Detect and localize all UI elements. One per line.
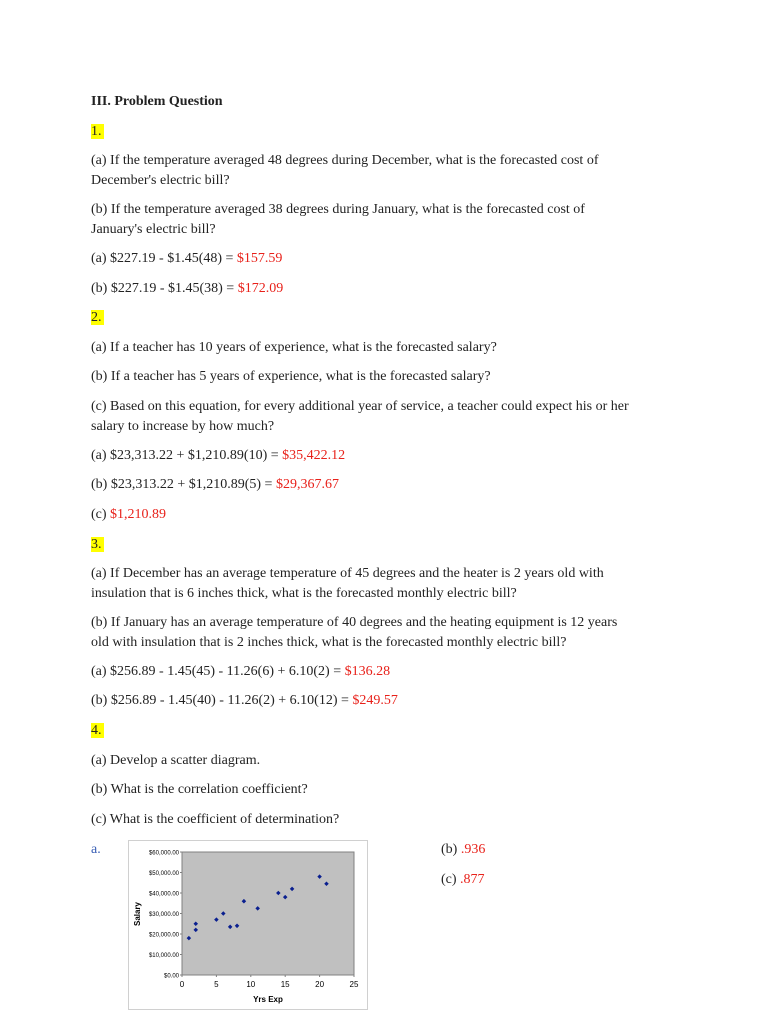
x-tick-label: 20 [315, 980, 325, 989]
q1-b-answer [91, 279, 283, 299]
section-heading: III. Problem Question [91, 94, 223, 109]
plot-area [182, 852, 354, 975]
q4-c-result: .877 [460, 872, 485, 887]
q2-a-answer [91, 446, 345, 466]
x-tick-label: 0 [179, 980, 185, 989]
y-tick-label: $50,000.00 [148, 871, 179, 877]
q4-a-label: a. [91, 842, 101, 857]
y-tick-label: $30,000.00 [148, 912, 179, 918]
q3-a-question-line2: insulation that is 6 inches thick, what is the forecasted monthly electric bill? [91, 586, 517, 601]
scatter-chart [128, 840, 368, 1010]
q1-b-equation: (b) $227.19 - $1.45(38) = [91, 281, 238, 296]
y-tick-label: $10,000.00 [148, 953, 179, 959]
q3-a-question-line1: (a) If December has an average temperature of 45 degrees and the heater is 2 years old with [91, 566, 604, 581]
question-number-2: 2. [91, 310, 102, 325]
q2-a-equation: (a) $23,313.22 + $1,210.89(10) = [91, 448, 283, 463]
q3-a-answer [91, 662, 390, 682]
q3-a-result: $136.28 [344, 664, 391, 679]
q4-c-label: (c) [441, 872, 461, 887]
q2-c-question-line1: (c) Based on this equation, for every additional year of service, a teacher could expect his or her [91, 399, 629, 414]
x-tick-label: 15 [280, 980, 290, 989]
q2-b-equation: (b) $23,313.22 + $1,210.89(5) = [91, 477, 276, 492]
x-tick-label: 10 [246, 980, 256, 989]
question-number-1: 1. [91, 124, 102, 139]
q4-b-result: .936 [460, 842, 486, 857]
y-tick-label: $60,000.00 [148, 850, 179, 857]
q3-b-result: $249.57 [352, 693, 398, 708]
q2-c-equation: (c) [91, 507, 111, 522]
q1-b-result: $172.09 [237, 281, 284, 296]
y-tick-label: $40,000.00 [148, 891, 179, 898]
question-number-4: 4. [91, 723, 102, 738]
q2-c-answer [91, 505, 166, 525]
q2-c-result: $1,210.89 [110, 507, 167, 522]
q2-b-answer [91, 475, 339, 495]
q2-b-result: $29,367.67 [275, 477, 339, 492]
q2-a-question: (a) If a teacher has 10 years of experience, what is the forecasted salary? [91, 340, 497, 355]
q1-b-question-line1: (b) If the temperature averaged 38 degrees during January, what is the forecasted cost of [91, 202, 585, 217]
q1-a-equation: (a) $227.19 - $1.45(48) = [91, 251, 237, 266]
q3-b-equation: (b) $256.89 - 1.45(40) - 11.26(2) + 6.10(12) = [91, 693, 353, 708]
y-tick-label: $20,000.00 [148, 932, 179, 939]
q2-a-result: $35,422.12 [282, 448, 346, 463]
q1-b-question-line2: January's electric bill? [91, 222, 216, 237]
scatter-chart-svg [128, 840, 368, 1010]
x-tick-label: 25 [349, 980, 359, 989]
q3-b-question-line2: old with insulation that is 2 inches thick, what is the forecasted monthly electric bill? [91, 635, 567, 650]
q1-a-question-line1: (a) If the temperature averaged 48 degrees during December, what is the forecasted cost of [91, 153, 599, 168]
q3-b-answer [91, 691, 398, 711]
q2-c-question-line2: salary to increase by how much? [91, 419, 275, 434]
q1-a-result: $157.59 [236, 251, 283, 266]
y-axis-label: Salary [133, 901, 142, 927]
q1-a-answer [91, 249, 282, 269]
question-number-3: 3. [91, 537, 102, 552]
q4-b-question: (b) What is the correlation coefficient? [91, 782, 308, 797]
q1-a-question-line2: December's electric bill? [91, 173, 230, 188]
q4-b-label: (b) [441, 842, 461, 857]
q3-a-equation: (a) $256.89 - 1.45(45) - 11.26(6) + 6.10(2) = [91, 664, 345, 679]
q4-c-answer [441, 870, 485, 890]
q4-b-answer [441, 840, 485, 860]
q2-b-question: (b) If a teacher has 5 years of experience, what is the forecasted salary? [91, 369, 491, 384]
y-tick-label: $0.00 [163, 973, 179, 980]
q4-c-question: (c) What is the coefficient of determination? [91, 812, 340, 827]
x-axis-label: Yrs Exp [253, 995, 283, 1004]
x-tick-label: 5 [214, 980, 219, 989]
q3-b-question-line1: (b) If January has an average temperature of 40 degrees and the heating equipment is 12 years [91, 615, 618, 630]
q4-a-question: (a) Develop a scatter diagram. [91, 753, 261, 768]
